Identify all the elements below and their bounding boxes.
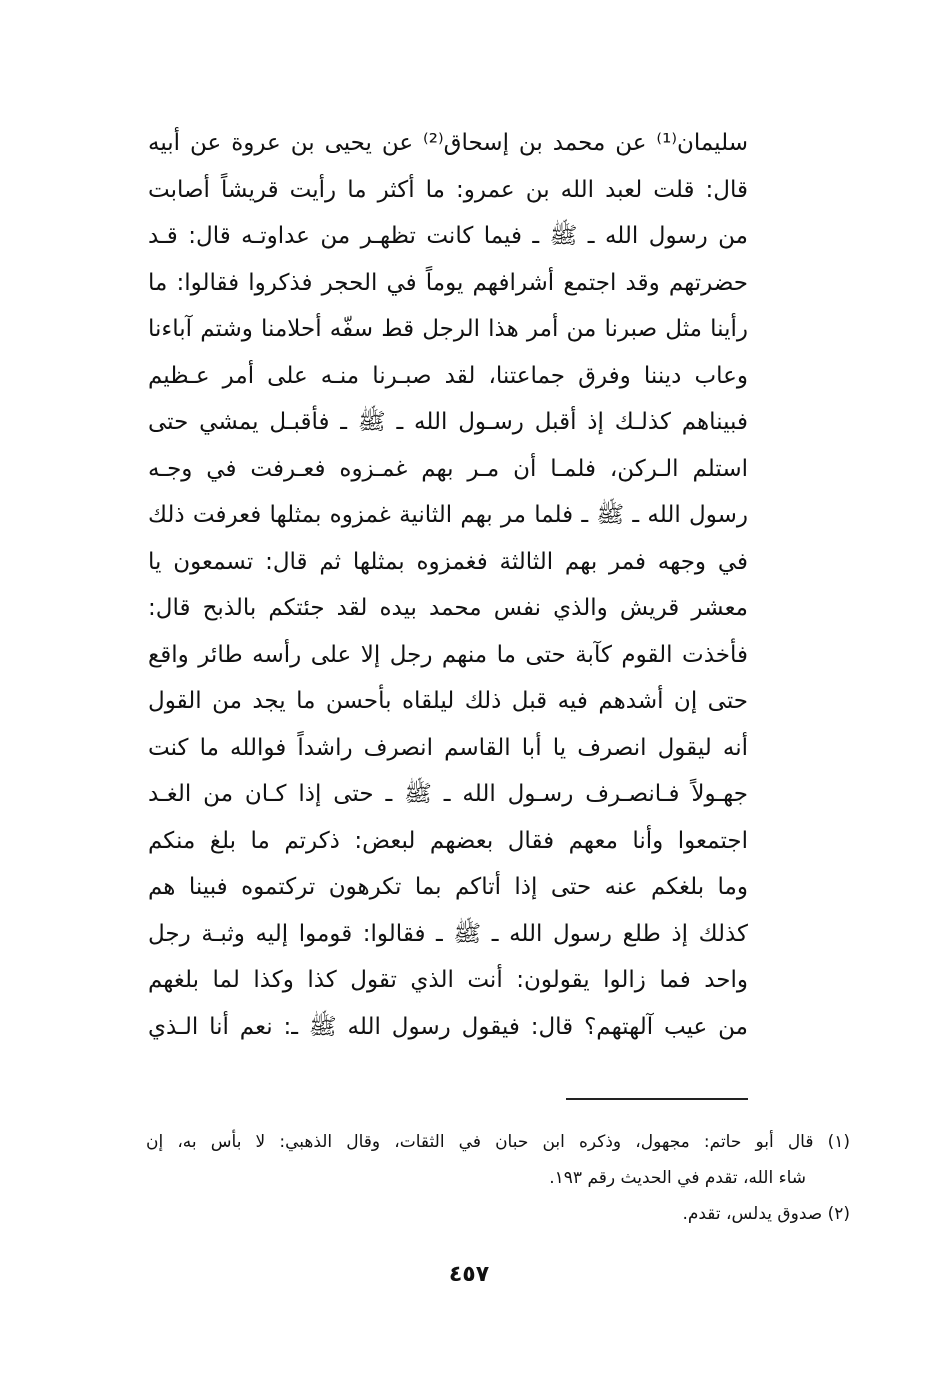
text-line: حضرتهم وقد اجتمع أشرافهم يوماً في الحجر فذكروا فقالوا: ما bbox=[148, 269, 748, 296]
text-line: سليمان⁽¹⁾ عن محمد بن إسحاق⁽²⁾ عن يحيى بن عروة عن أبيه bbox=[148, 130, 748, 156]
footnote-1-line-2: شاء الله، تقدم في الحديث رقم ١٩٣. bbox=[549, 1168, 806, 1188]
text-line: اجتمعوا وأنا معهم فقال بعضهم لبعض: ذكرتم ما بلغ منكم bbox=[148, 827, 748, 854]
footnote-2: (٢) صدوق يدلس، تقدم. bbox=[682, 1204, 850, 1224]
text-line: قال: قلت لعبد الله بن عمرو: ما أكثر ما رأيت قريشاً أصابت bbox=[148, 176, 748, 203]
text-line: فأخذت القوم كآبة حتى ما منهم رجل إلا على رأسه طائر واقع bbox=[148, 641, 748, 668]
text-line: وعاب ديننا وفرق جماعتنا، لقد صبـرنا منـه على أمر عـظيم bbox=[148, 362, 748, 389]
text-line: رسول الله ـ ﷺ ـ فلما مر بهم الثانية غمزوه بمثلها فعرفت ذلك bbox=[148, 502, 748, 528]
text-line: في وجهه فمر بهم الثالثة فغمزوه بمثلها ثم قال: تسمعون يا bbox=[148, 548, 748, 575]
main-text-block bbox=[148, 120, 748, 1050]
text-line: معشر قريش والذي نفس محمد بيده لقد جئتكم بالذبح قال: bbox=[148, 595, 748, 621]
text-line: استلم الـركن، فلمـا أن مـر بهم غمـزوه فعـرفت في وجـه bbox=[148, 455, 748, 482]
text-line: حتى إن أشدهم فيه قبل ذلك ليلقاه بأحسن ما يجد من القول bbox=[148, 688, 748, 714]
page-number: ٤٥٧ bbox=[448, 1262, 490, 1287]
text-line: واحد فما زالوا يقولون: أنت الذي تقول كذا وكذا لما بلغهم bbox=[148, 967, 748, 993]
text-line: جهـولاً فـانصـرف رسـول الله ـ ﷺ ـ حتى إذا كـان من الغـد bbox=[148, 781, 748, 807]
text-line: من عيب آلهتهم؟ قال: فيقول رسول الله ﷺ ـ: نعم أنا الـذي bbox=[148, 1013, 748, 1040]
footnotes-block bbox=[146, 1124, 850, 1232]
text-line: فبيناهم كذلـك إذ أقبل رسـول الله ـ ﷺ ـ فأقبـل يمشي حتى bbox=[148, 409, 748, 435]
text-line: من رسول الله ـ ﷺ ـ فيما كانت تظهـر من عداوتـه قال: قـد bbox=[148, 223, 748, 249]
footnote-1-line-1: (١) قال أبو حاتم: مجهول، وذكره ابن حبان في الثقات، وقال الذهبي: لا بأس به، إن bbox=[146, 1132, 850, 1152]
text-line: رأينا مثل صبرنا من أمر هذا الرجل قط سفّه أحلامنا وشتم آباءنا bbox=[148, 316, 748, 342]
footnote-separator bbox=[566, 1098, 748, 1100]
text-line: وما بلغكم عنه حتى إذا أتاكم بما تكرهون تركتموه فبينا هم bbox=[148, 874, 748, 900]
text-line: أنه ليقول انصرف يا أبا القاسم انصرف راشداً فوالله ما كنت bbox=[148, 734, 748, 761]
text-line: كذلك إذ طلع رسول الله ـ ﷺ ـ فقالوا: قوموا إليه وثبـة رجل bbox=[148, 920, 748, 947]
